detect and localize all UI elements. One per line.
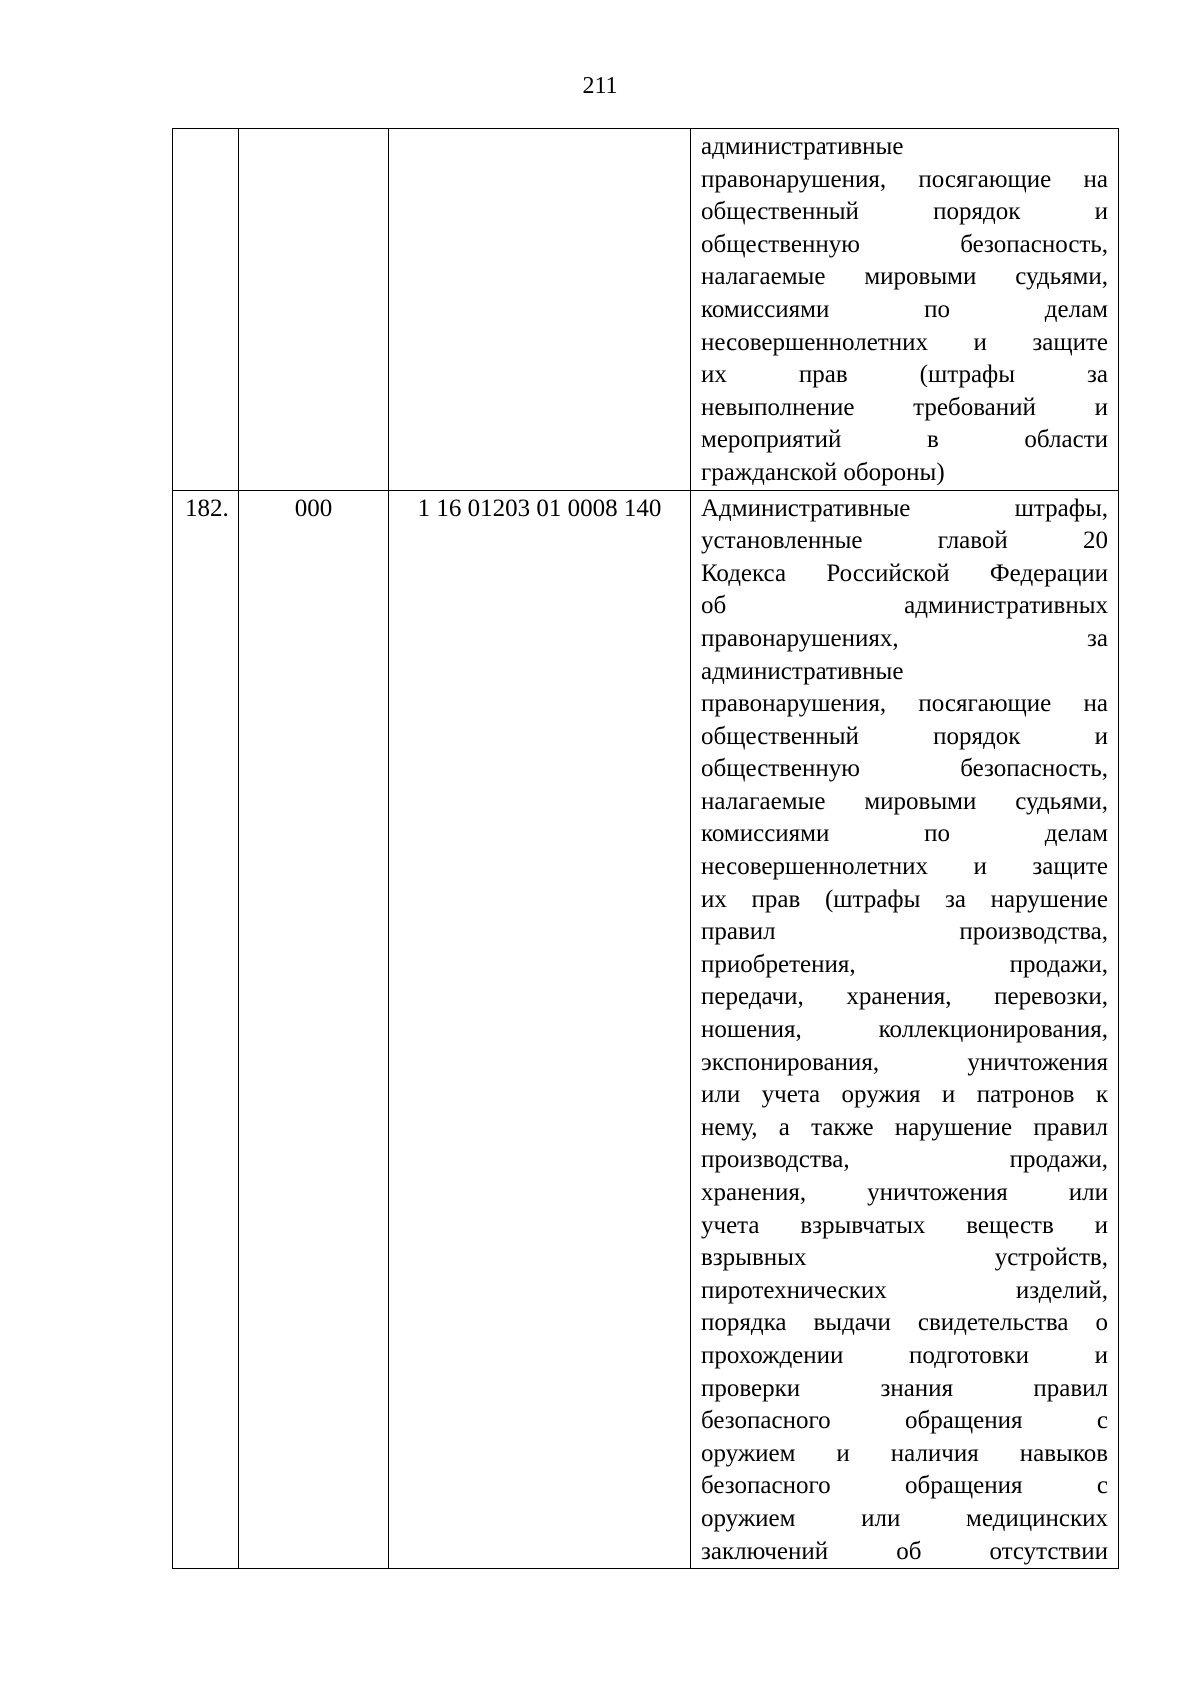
description-line: Кодекса Российской Федерации: [701, 559, 1108, 587]
description-line: проверки знания правил: [701, 1374, 1108, 1402]
description-line: общественный порядок и: [701, 198, 1108, 226]
description-line: административные: [701, 657, 904, 685]
description-line: правил производства,: [701, 918, 1108, 946]
description-line: правонарушения, посягающие на: [701, 690, 1108, 718]
description-line: учета взрывчатых веществ и: [701, 1211, 1108, 1239]
description-line: правонарушения, посягающие на: [701, 165, 1108, 193]
budget-classification-code-cell: [389, 129, 691, 491]
description-line: невыполнение требований и: [701, 393, 1108, 421]
description-line: гражданской обороны): [701, 458, 945, 486]
row-number-cell: [173, 129, 239, 491]
description-line: комиссиями по делам: [701, 295, 1108, 323]
description-line: общественную безопасность,: [701, 755, 1108, 783]
description-line: несовершеннолетних и защите: [701, 853, 1108, 881]
budget-codes-table: [172, 128, 1119, 1569]
description-line: правонарушениях, за: [701, 624, 1108, 652]
description-line: безопасного обращения с: [701, 1472, 1108, 1500]
admin-code-cell: 000: [239, 490, 389, 1569]
description-line: приобретения, продажи,: [701, 950, 1108, 978]
description-line: комиссиями по делам: [701, 820, 1108, 848]
description-cell: [691, 129, 1119, 491]
description-cell: [691, 490, 1119, 1569]
description-line: взрывных устройств,: [701, 1244, 1108, 1272]
description-line: производства, продажи,: [701, 1146, 1108, 1174]
description-line: общественный порядок и: [701, 722, 1108, 750]
description-line: хранения, уничтожения или: [701, 1179, 1108, 1206]
description-line: безопасного обращения с: [701, 1407, 1108, 1435]
table-row: [173, 490, 1119, 1569]
row-number-cell: 182.: [173, 490, 239, 1569]
description-line: административные: [701, 133, 904, 160]
table-body: [173, 129, 1119, 1569]
description-line: прохождении подготовки и: [701, 1341, 1108, 1369]
description-line: Административные штрафы,: [701, 494, 1108, 522]
description-line: или учета оружия и патронов к: [701, 1081, 1108, 1109]
description-line: нему, а также нарушение правил: [701, 1113, 1108, 1141]
description-line: оружием и наличия навыков: [701, 1439, 1108, 1467]
description-line: экспонирования, уничтожения: [701, 1048, 1108, 1076]
table-row: [173, 129, 1119, 491]
description-line: их прав (штрафы за нарушение: [701, 885, 1108, 913]
description-line: порядка выдачи свидетельства о: [701, 1309, 1108, 1337]
description-line: несовершеннолетних и защите: [701, 328, 1108, 356]
description-line: мероприятий в области: [701, 426, 1108, 454]
page-number: 211: [582, 73, 618, 99]
description-line: их прав (штрафы за: [701, 361, 1108, 389]
description-line: об административных: [701, 592, 1108, 620]
description-line: общественную безопасность,: [701, 230, 1108, 258]
description-line: оружием или медицинских: [701, 1504, 1108, 1532]
admin-code-cell: [239, 129, 389, 491]
description-line: пиротехнических изделий,: [701, 1276, 1108, 1304]
description-line: ношения, коллекционирования,: [701, 1016, 1108, 1044]
description-line: передачи, хранения, перевозки,: [701, 983, 1108, 1011]
description-line: налагаемые мировыми судьями,: [701, 263, 1108, 291]
budget-classification-code-cell: 1 16 01203 01 0008 140: [389, 490, 691, 1569]
description-line: налагаемые мировыми судьями,: [701, 787, 1108, 815]
description-line: заключений об отсутствии: [701, 1537, 1108, 1565]
description-line: установленные главой 20: [701, 527, 1108, 555]
